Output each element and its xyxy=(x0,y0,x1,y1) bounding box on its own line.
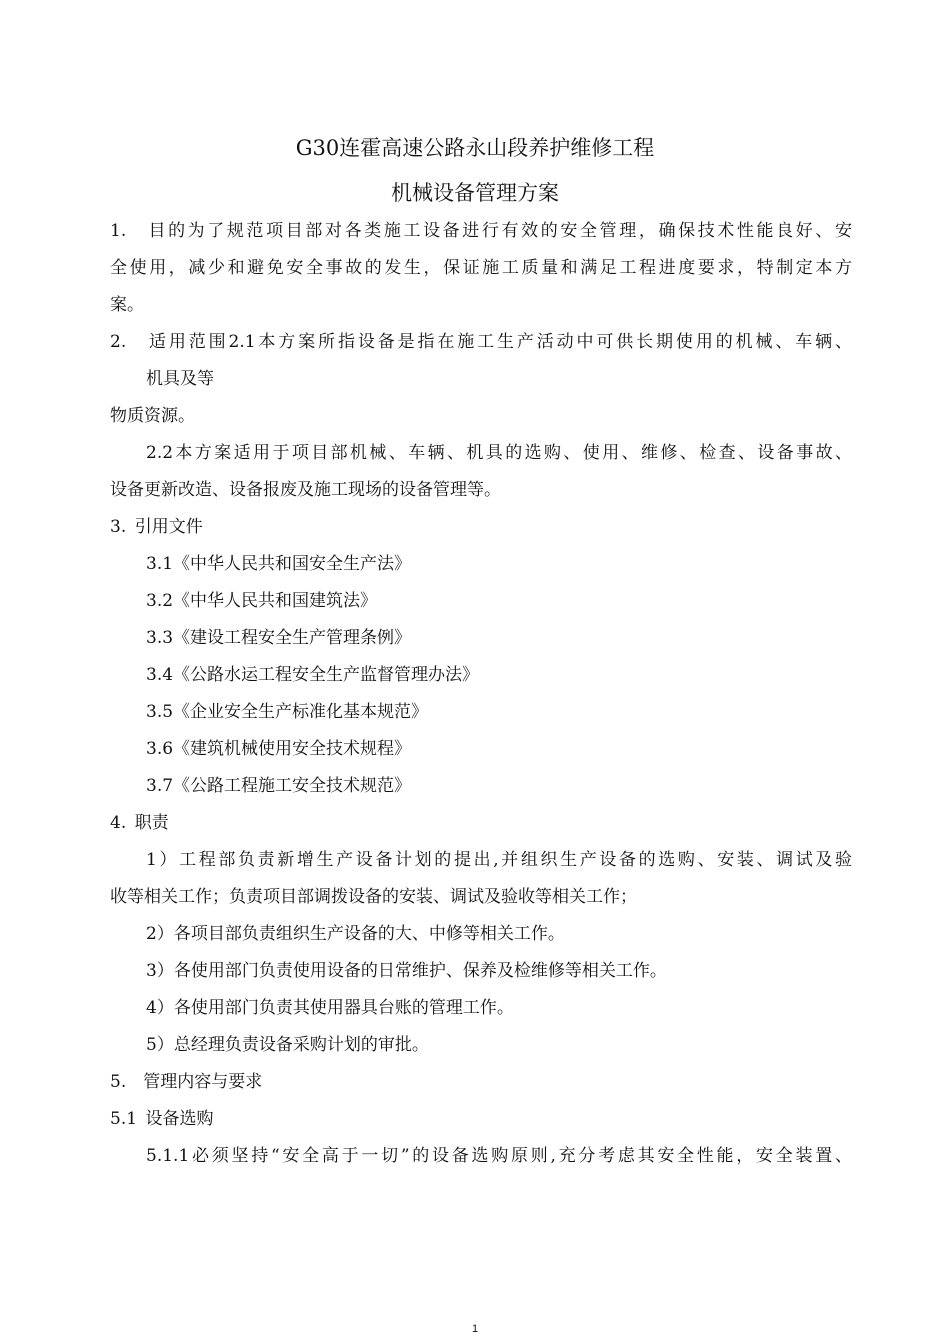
section-heading: 4. 职责 xyxy=(110,813,169,833)
list-item: 5）总经理负责设备采购计划的审批。 xyxy=(146,1035,429,1055)
paragraph-line: 物质资源。 xyxy=(110,406,195,426)
paragraph-line: 全使用，减少和避免安全事故的发生，保证施工质量和满足工程进度要求，特制定本方 xyxy=(110,258,852,278)
list-item: 3.6《建筑机械使用安全技术规程》 xyxy=(146,739,412,759)
page-number: 1 xyxy=(471,1323,479,1335)
list-item: 4）各使用部门负责其使用器具台账的管理工作。 xyxy=(146,998,514,1018)
paragraph-line: 5.1.1必须坚持“安全高于一切”的设备选购原则,充分考虑其安全性能，安全装置、 xyxy=(146,1146,852,1166)
document-subtitle: 机械设备管理方案 xyxy=(391,181,559,205)
list-item: 2）各项目部负责组织生产设备的大、中修等相关工作。 xyxy=(146,924,565,944)
subsection-heading: 5.1 设备选购 xyxy=(110,1109,214,1129)
list-item: 3.3《建设工程安全生产管理条例》 xyxy=(146,628,412,648)
paragraph-line: 案。 xyxy=(110,295,144,315)
document-title: G30连霍高速公路永山段养护维修工程 xyxy=(295,136,655,160)
list-item: 3.5《企业安全生产标准化基本规范》 xyxy=(146,702,429,722)
section-heading: 3. 引用文件 xyxy=(110,517,203,537)
paragraph-line: 2.2本方案适用于项目部机械、车辆、机具的选购、使用、维修、检查、设备事故、 xyxy=(146,443,852,463)
list-item: 1）工程部负责新增生产设备计划的提出,并组织生产设备的选购、安装、调试及验 xyxy=(146,850,852,870)
paragraph-line: 1. 目的为了规范项目部对各类施工设备进行有效的安全管理，确保技术性能良好、安 xyxy=(110,221,852,241)
paragraph-line: 设备更新改造、设备报废及施工现场的设备管理等。 xyxy=(110,480,501,500)
list-item: 3.2《中华人民共和国建筑法》 xyxy=(146,591,378,611)
paragraph-line: 2. 适用范围2.1本方案所指设备是指在施工生产活动中可供长期使用的机械、车辆、 xyxy=(110,332,852,352)
paragraph-line: 收等相关工作；负责项目部调拨设备的安装、调试及验收等相关工作； xyxy=(110,887,637,907)
list-item: 3.7《公路工程施工安全技术规范》 xyxy=(146,776,412,796)
list-item: 3.4《公路水运工程安全生产监督管理办法》 xyxy=(146,665,480,685)
paragraph-line: 机具及等 xyxy=(146,369,214,389)
list-item: 3.1《中华人民共和国安全生产法》 xyxy=(146,554,412,574)
list-item: 3）各使用部门负责使用设备的日常维护、保养及检维修等相关工作。 xyxy=(146,961,667,981)
section-heading: 5. 管理内容与要求 xyxy=(110,1072,263,1092)
